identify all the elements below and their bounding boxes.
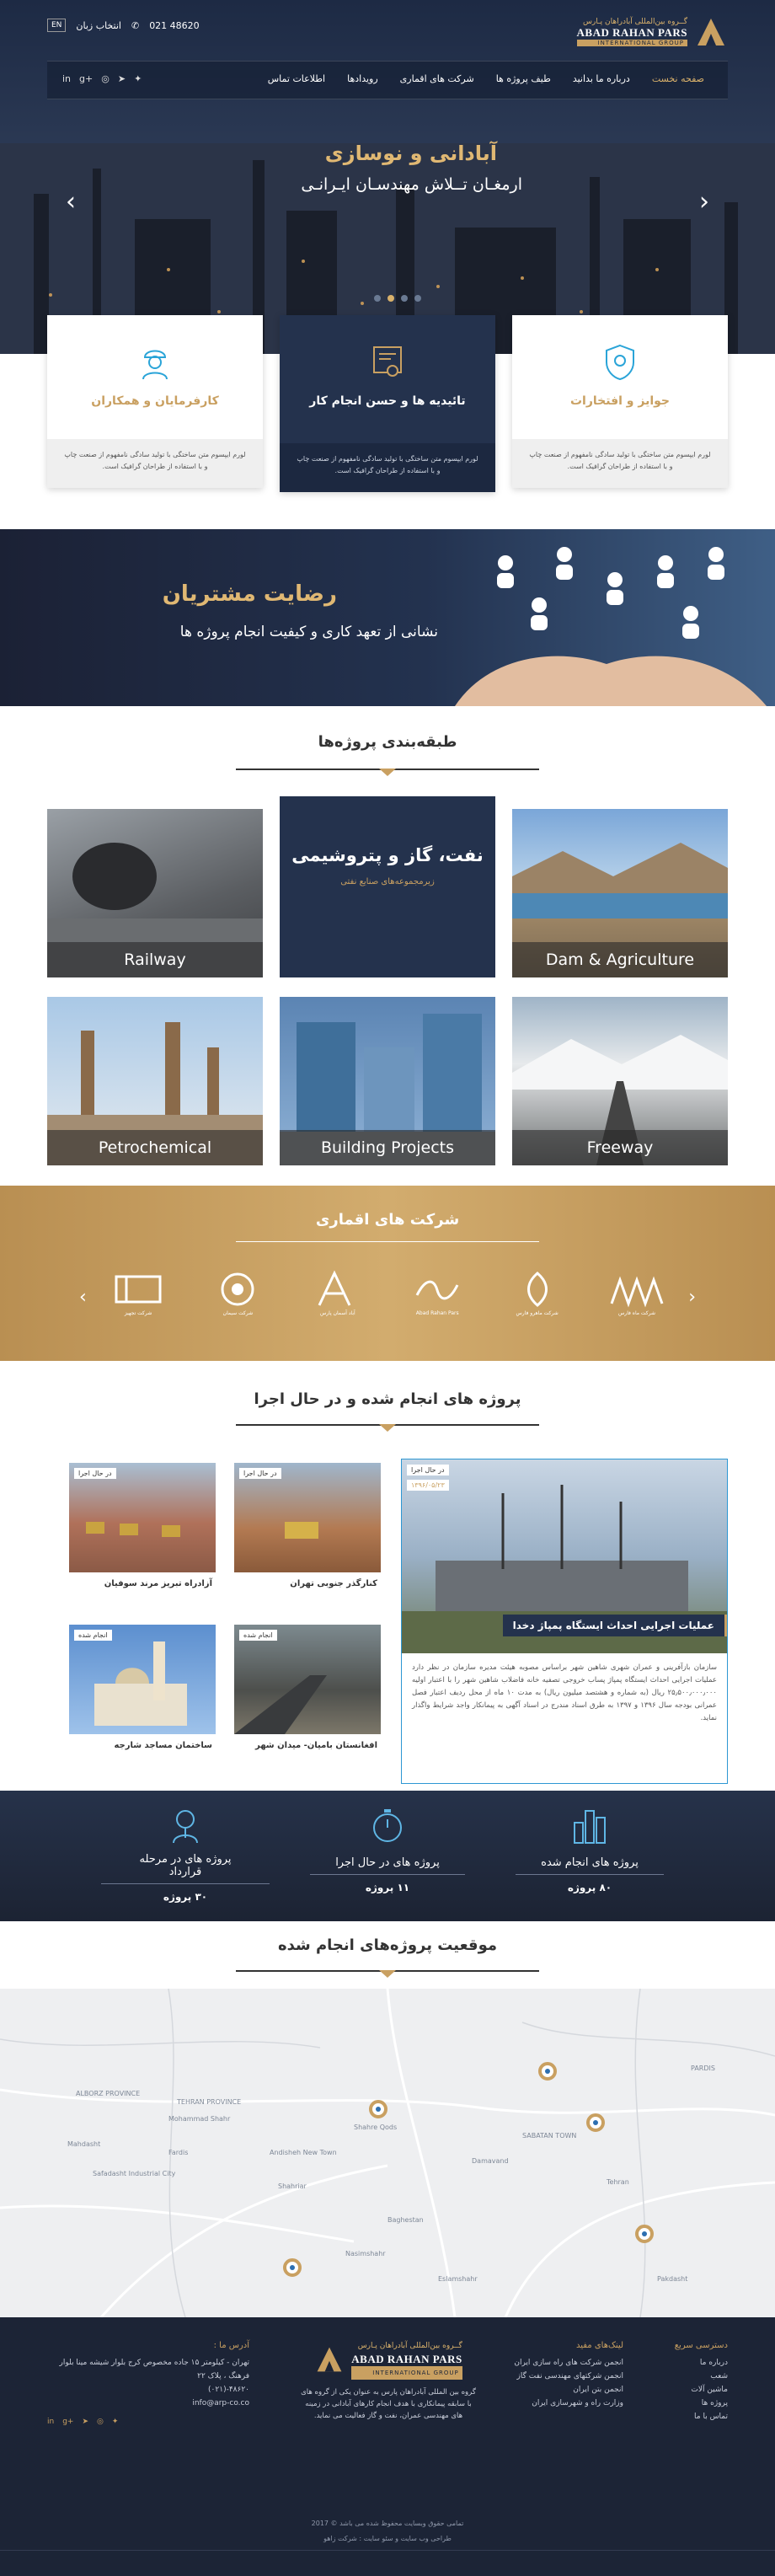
nav-events[interactable]: رویدادها <box>347 73 378 84</box>
footer-about <box>300 2339 477 2422</box>
companies-prev-arrow-icon[interactable]: ‹ <box>79 1287 87 1308</box>
company-name: شرکت ماهرو فارس <box>516 1310 559 1316</box>
footer-useful-links <box>480 2339 623 2410</box>
map-label: Mohammad Shahr <box>168 2115 231 2123</box>
project-card[interactable] <box>69 1463 216 1595</box>
telegram-icon[interactable]: ➤ <box>117 73 126 84</box>
stat-value: ۳۰ پروژه <box>163 1891 208 1903</box>
stat-contract <box>101 1807 270 1903</box>
map-title: موقعیت پروژه‌های انجام شده <box>277 1936 498 1954</box>
hands-people-image <box>438 529 775 706</box>
map-label: Shahriar <box>278 2182 307 2190</box>
contract-icon <box>167 1807 204 1845</box>
category-dam[interactable] <box>512 809 728 977</box>
companies-next-arrow-icon[interactable]: › <box>688 1287 696 1308</box>
telegram-icon[interactable]: ➤ <box>82 2418 89 2426</box>
nav-companies[interactable]: شرکت های اقماری <box>399 73 474 84</box>
nav-home[interactable]: صفحه نخست <box>651 73 704 84</box>
company-logo[interactable] <box>608 1270 665 1329</box>
nav-contact[interactable]: اطلاعات تماس <box>267 73 326 84</box>
project-image <box>69 1625 216 1734</box>
brand-tagline: INTERNATIONAL GROUP <box>351 2366 462 2380</box>
map-pin[interactable] <box>283 2258 302 2277</box>
slider-dot[interactable] <box>388 295 394 302</box>
map-label: PARDIS <box>691 2065 715 2072</box>
lang-code[interactable]: EN <box>47 19 66 32</box>
map-pin[interactable] <box>369 2100 388 2118</box>
category-label: Building Projects <box>280 1130 495 1165</box>
brand-logo[interactable] <box>577 15 728 49</box>
slider-dot[interactable] <box>414 295 421 302</box>
satisfaction-title: رضایت مشتریان <box>162 581 337 607</box>
category-oil-gas[interactable] <box>280 796 495 977</box>
category-sublabel: زیرمجموعه‌های صنایع نفتی <box>340 877 435 886</box>
brand-name-fa: گــروه بین‌المللی آبادراهان پـارس <box>582 18 687 26</box>
footer-logo[interactable] <box>300 2339 477 2380</box>
project-date: ۱۳۹۶/۰۵/۲۳ <box>407 1480 449 1491</box>
city-icon <box>571 1807 608 1845</box>
hero-section <box>0 0 775 354</box>
company-mark-icon <box>110 1270 167 1309</box>
map-label: ALBORZ PROVINCE <box>76 2090 141 2097</box>
category-label: Railway <box>47 942 263 977</box>
company-name: شرکت ماه فارس <box>617 1310 655 1316</box>
category-building[interactable] <box>280 997 495 1165</box>
company-logo[interactable] <box>409 1270 466 1329</box>
company-mark-icon <box>209 1270 266 1309</box>
feature-card-awards[interactable] <box>512 315 728 488</box>
category-label: نفت، گاز و پتروشیمی <box>291 845 484 865</box>
project-status-tag: در حال اجرا <box>74 1468 116 1479</box>
category-label: Dam & Agriculture <box>512 942 728 977</box>
stat-label: پروژه های در حال اجرا <box>310 1856 465 1875</box>
stat-value: ۱۱ پروژه <box>365 1882 410 1893</box>
instagram-icon[interactable]: ◎ <box>97 2418 104 2426</box>
footer-link[interactable]: پروژه ها <box>701 2399 728 2407</box>
map-label: Damavand <box>472 2157 509 2165</box>
category-freeway[interactable] <box>512 997 728 1165</box>
map-label: Mahdasht <box>67 2140 101 2148</box>
project-status-tag: در حال اجرا <box>239 1468 281 1479</box>
hero-title: آبادانی و نوسازی <box>324 142 497 165</box>
footer-link[interactable]: درباره ما <box>699 2359 728 2367</box>
featured-project-card[interactable] <box>401 1459 728 1784</box>
company-mark-icon <box>409 1270 466 1309</box>
section-divider <box>236 1970 539 1972</box>
footer-address: تهران - کیلومتر ۱۵ جاده مخصوص کرج بلوار شیشه مینا بلوار فرهنگ ، پلاک ۲۲ <box>59 2359 249 2381</box>
feature-desc: لورم ایپسوم متن ساختگی با تولید سادگی نامفهوم از صنعت چاپ و با استفاده از طراحان گرافیک است. <box>280 443 495 492</box>
project-image <box>234 1625 381 1734</box>
map-label: TEHRAN PROVINCE <box>177 2098 242 2106</box>
map-label: Nasimshahr <box>345 2250 386 2257</box>
map-label: Andisheh New Town <box>270 2149 337 2156</box>
slider-dots <box>374 295 421 302</box>
hero-subtitle: ارمغـان تــلاش مهندسـان ایـرانـی <box>301 175 522 194</box>
company-logo[interactable] <box>110 1270 167 1329</box>
map-label: Tehran <box>607 2178 629 2186</box>
category-railway[interactable] <box>47 809 263 977</box>
categories-title: طبقه‌بندی پروژه‌ها <box>318 733 457 751</box>
project-image <box>69 1463 216 1572</box>
stats-section <box>0 1791 775 1921</box>
footer-link[interactable]: شعب <box>710 2372 728 2381</box>
company-name: شرکت سیمان <box>222 1310 254 1316</box>
section-divider <box>236 1241 539 1242</box>
map-label: Pakdasht <box>657 2275 688 2283</box>
companies-section <box>0 1186 775 1361</box>
section-divider <box>236 1424 539 1426</box>
footer-link[interactable]: انجمن شرکت های راه سازی ایران <box>514 2359 623 2367</box>
footer-quick-links <box>635 2339 728 2423</box>
footer-link[interactable]: ماشین آلات <box>691 2386 728 2394</box>
company-name: شرکت تجهیز <box>124 1310 152 1316</box>
slider-dot[interactable] <box>401 295 408 302</box>
brand-name-en: ABAD RAHAN PARS <box>576 26 687 39</box>
feature-title: کارفرمایان و همکاران <box>91 394 219 408</box>
footer-link[interactable]: تماس با ما <box>694 2413 728 2421</box>
footer-divider <box>0 2550 775 2551</box>
map-pin[interactable] <box>635 2225 654 2243</box>
company-name: آباد آسمان پارس <box>319 1310 355 1316</box>
satisfaction-banner <box>0 529 775 706</box>
nav-about[interactable]: درباره ما بدانید <box>572 73 630 84</box>
map-label: Fardis <box>168 2149 189 2156</box>
featured-project-text: سازمان بازآفرینی و عمران شهری شاهین شهر براساس مصوبه هیئت مدیره سازمان در نظر دارد عملیات اجرایی احداث ایستگاه پمپاژ پساب خروجی تصفیه خانه فاضلاب شاهین شهر را با اعتبار اولیه ۲۵٫۵۰۰٫۰۰۰٫۰۰۰ ریال (به شماره و هشتصد میلیون ریال) به مدت ۱۰ ماه از محل ردیف اعتبار فصل عمرانی بودجه سال ۱۳۹۶ و ۱۳۹۷ به طرق اسناد مندرج در اسناد آگهی به پیمانکار واجد شرایط واگذار نماید. <box>412 1663 717 1722</box>
feature-card-clients[interactable] <box>47 315 263 488</box>
footer-link[interactable]: انجمن شرکتهای مهندسی نفت گاز <box>516 2372 623 2381</box>
project-image <box>234 1463 381 1572</box>
footer-link[interactable]: وزارت راه و شهرسازی ایران <box>532 2399 623 2407</box>
footer-heading: لینک‌های مفید <box>575 2341 623 2350</box>
featured-project-title: عملیات اجرایی احداث ایستگاه پمپاژ دخدا <box>503 1615 727 1636</box>
stat-label: پروژه های در مرحله قرارداد <box>101 1853 270 1884</box>
map-label: Shahre Qods <box>354 2123 398 2131</box>
project-card[interactable] <box>234 1625 381 1757</box>
credit[interactable]: طراحی وب سایت و سئو سایت : شرکت زاهو <box>323 2535 452 2542</box>
stat-in-progress <box>303 1807 472 1893</box>
certificate-icon <box>371 344 404 381</box>
feature-title: جوایز و افتخارات <box>569 394 671 408</box>
footer-link[interactable]: انجمن بتن ایران <box>573 2386 623 2394</box>
category-label: Petrochemical <box>47 1130 263 1165</box>
phone-icon: ✆ <box>131 19 140 31</box>
linkedin-icon[interactable]: in <box>47 2418 55 2426</box>
googleplus-icon[interactable]: g+ <box>62 2418 74 2426</box>
category-petrochemical[interactable] <box>47 997 263 1165</box>
map-label: Baghestan <box>388 2216 424 2224</box>
twitter-icon[interactable]: ✦ <box>134 73 142 84</box>
footer <box>0 2317 775 2576</box>
lang-label[interactable]: انتخاب زبان <box>76 19 121 31</box>
companies-title: شرکت های اقماری <box>315 1211 460 1229</box>
footer-heading: دسترسی سریع <box>674 2341 728 2350</box>
company-mark-icon <box>309 1270 366 1309</box>
stat-label: پروژه های انجام شده <box>516 1856 664 1875</box>
brand-tagline: INTERNATIONAL GROUP <box>577 40 687 46</box>
feature-title: تائیدیه ها و حسن انجام کار <box>309 394 466 408</box>
brand-name-fa: گــروه بین‌المللی آبادراهان پـارس <box>357 2342 462 2350</box>
main-nav <box>47 61 728 99</box>
map-roads <box>0 1989 775 2317</box>
footer-social <box>47 2415 249 2429</box>
feature-card-certificates[interactable] <box>280 315 495 492</box>
logo-mark-icon <box>314 2344 345 2375</box>
section-divider <box>236 769 539 770</box>
map-pin[interactable] <box>586 2113 605 2132</box>
project-title: ساختمان مساجد شارجه <box>114 1741 212 1750</box>
feature-desc: لورم ایپسوم متن ساختگی با تولید سادگی نامفهوم از صنعت چاپ و با استفاده از طراحان گرافیک است. <box>47 439 263 488</box>
footer-heading: آدرس ما : <box>213 2341 249 2350</box>
project-status-tag: در حال اجرا <box>407 1465 449 1475</box>
hero-next-arrow-icon[interactable]: › <box>699 187 709 217</box>
hero-prev-arrow-icon[interactable]: ‹ <box>66 187 76 217</box>
logo-mark-icon <box>694 15 728 49</box>
nav-projects[interactable]: طیف پروژه ها <box>495 73 551 84</box>
feature-desc: لورم ایپسوم متن ساختگی با تولید سادگی نامفهوم از صنعت چاپ و با استفاده از طراحان گرافیک است. <box>512 439 728 488</box>
project-title: آزادراه تبریز مرند سوفیان <box>104 1579 212 1588</box>
project-title: افغانستان بامیان- میدان شهر <box>254 1741 377 1750</box>
project-title: کنارگذر جنوبی تهران <box>290 1579 377 1588</box>
award-icon <box>603 344 637 381</box>
worker-icon <box>138 344 172 381</box>
company-logo[interactable] <box>309 1270 366 1329</box>
company-logo[interactable] <box>209 1270 266 1329</box>
map-pin[interactable] <box>538 2062 557 2081</box>
copyright: تمامی حقوق وبسایت محفوظ شده می باشد © 2017 <box>311 2520 464 2527</box>
company-name: Abad Rahan Pars <box>415 1310 459 1316</box>
project-card[interactable] <box>234 1463 381 1595</box>
project-card[interactable] <box>69 1625 216 1757</box>
twitter-icon[interactable]: ✦ <box>111 2418 119 2426</box>
stopwatch-icon <box>369 1807 406 1845</box>
category-label: Freeway <box>512 1130 728 1165</box>
stat-completed <box>505 1807 674 1893</box>
projects-title: پروژه‌ های انجام شده و در حال اجرا <box>254 1390 521 1408</box>
linkedin-icon[interactable]: in <box>62 73 72 84</box>
brand-name-en: ABAD RAHAN PARS <box>351 2353 462 2365</box>
company-mark-icon <box>608 1270 665 1309</box>
footer-about-text: گروه بین المللی آبادراهان پارس به عنوان یکی از گروه های با سابقه پیمانکاری با هدف انجام کارهای آبادانی در زمینه های مهندسی عمران، نفت و گاز فعالیت می نماید. <box>301 2388 476 2420</box>
map-label: Safadasht Industrial City <box>93 2170 176 2177</box>
footer-phone[interactable]: ۴۸۶۲۰-(۰۲۱) <box>208 2386 249 2394</box>
map-label: Eslamshahr <box>438 2275 478 2283</box>
project-status-tag: انجام شده <box>239 1630 277 1641</box>
instagram-icon[interactable]: ◎ <box>101 73 110 84</box>
stat-value: ۸۰ پروژه <box>567 1882 612 1893</box>
map-label: SABATAN TOWN <box>522 2132 577 2140</box>
satisfaction-subtitle: نشانی از تعهد کاری و کیفیت انجام پروژه ها <box>179 624 438 640</box>
slider-dot[interactable] <box>374 295 381 302</box>
googleplus-icon[interactable]: g+ <box>79 73 94 84</box>
footer-contact <box>47 2339 249 2429</box>
project-status-tag: انجام شده <box>74 1630 112 1641</box>
phone-number[interactable]: 021 48620 <box>149 19 200 31</box>
footer-email[interactable]: info@arp-co.co <box>192 2399 249 2407</box>
projects-map[interactable] <box>0 1989 775 2317</box>
company-logo[interactable] <box>509 1270 566 1329</box>
company-mark-icon <box>509 1270 566 1309</box>
